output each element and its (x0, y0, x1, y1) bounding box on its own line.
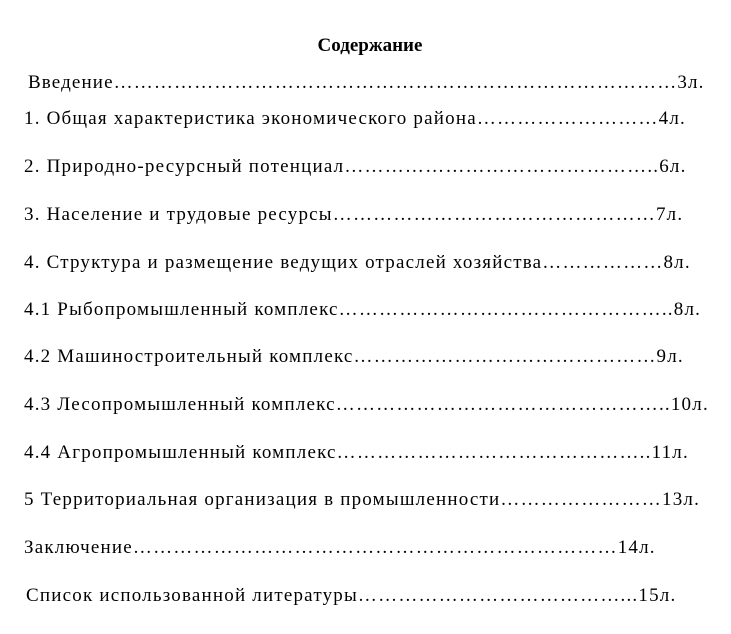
toc-entry-5: 5 Территориальная организация в промышленности……………………13л. (24, 489, 701, 510)
toc-entry-4-3: 4.3 Лесопромышленный комплекс…………………………………………..10л. (24, 394, 709, 415)
toc-entry-conclusion: Заключение………………………………………………………………14л. (24, 537, 656, 558)
toc-entry-introduction: Введение…………………………………………………………………………3л. (28, 72, 705, 93)
toc-entry-3: 3. Население и трудовые ресурсы…………………………………………7л. (24, 204, 684, 225)
toc-entry-2: 2. Природно-ресурсный потенциал………………………………………..6л. (24, 156, 687, 177)
toc-entry-1: 1. Общая характеристика экономического района………………………4л. (24, 108, 686, 129)
toc-entry-4-2: 4.2 Машиностроительный комплекс………………………………………9л. (24, 346, 684, 367)
toc-entry-4: 4. Структура и размещение ведущих отраслей хозяйства………………8л. (24, 252, 691, 273)
toc-entry-references: Список использованной литературы…………………………………...15л. (26, 585, 677, 606)
toc-entry-4-1: 4.1 Рыбопромышленный комплекс…………………………………………..8л. (24, 299, 702, 320)
toc-title: Содержание (317, 35, 423, 56)
toc-entry-4-4: 4.4 Агропромышленный комплекс………………………………………..11л. (24, 442, 689, 463)
